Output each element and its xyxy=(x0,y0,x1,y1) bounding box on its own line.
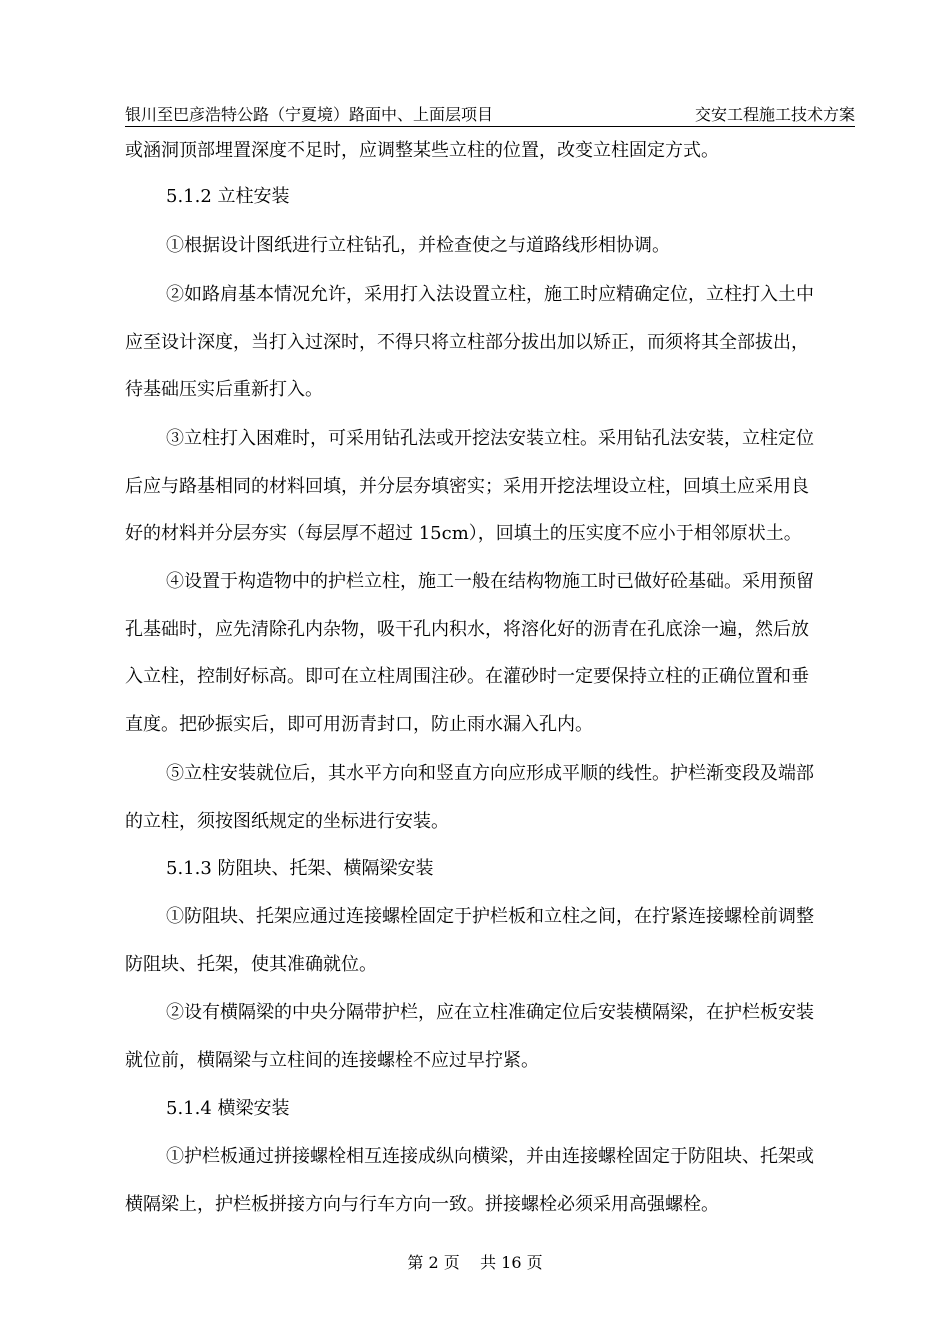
body-line: 横隔梁上，护栏板拼接方向与行车方向一致。拼接螺栓必须采用高强螺栓。 xyxy=(125,1194,719,1215)
page-footer-page-number: 第 2 页 共 16 页 xyxy=(407,1253,543,1272)
body-line: 应至设计深度，当打入过深时，不得只将立柱部分拔出加以矫正，而须将其全部拔出， xyxy=(125,332,809,353)
body-line: ④设置于构造物中的护栏立柱，施工一般在结构物施工时已做好砼基础。采用预留 xyxy=(166,571,814,592)
body-line: 入立柱，控制好标高。即可在立柱周围注砂。在灌砂时一定要保持立柱的正确位置和垂 xyxy=(125,666,809,687)
body-line: ⑤立柱安装就位后，其水平方向和竖直方向应形成平顺的线性。护栏渐变段及端部 xyxy=(166,763,814,784)
body-line: ①根据设计图纸进行立柱钻孔，并检查使之与道路线形相协调。 xyxy=(166,235,670,256)
body-line: ③立柱打入困难时，可采用钻孔法或开挖法安装立柱。采用钻孔法安装，立柱定位 xyxy=(166,428,814,449)
body-line: 直度。把砂振实后，即可用沥青封口，防止雨水漏入孔内。 xyxy=(125,714,593,735)
body-line: 防阻块、托架，使其准确就位。 xyxy=(125,954,377,975)
body-line: 后应与路基相同的材料回填，并分层夯填密实；采用开挖法埋设立柱，回填土应采用良 xyxy=(125,476,809,497)
section-heading-5-1-3: 5.1.3 防阻块、托架、横隔梁安装 xyxy=(166,858,434,879)
body-line: 孔基础时，应先清除孔内杂物，吸干孔内积水，将溶化好的沥青在孔底涂一遍，然后放 xyxy=(125,619,809,640)
body-line: ①护栏板通过拼接螺栓相互连接成纵向横梁，并由连接螺栓固定于防阻块、托架或 xyxy=(166,1146,814,1167)
body-line: 好的材料并分层夯实（每层厚不超过 15cm），回填土的压实度不应小于相邻原状土。 xyxy=(125,523,802,544)
section-heading-5-1-4: 5.1.4 横梁安装 xyxy=(166,1098,290,1119)
body-line: 的立柱，须按图纸规定的坐标进行安装。 xyxy=(125,811,449,832)
body-line: 就位前，横隔梁与立柱间的连接螺栓不应过早拧紧。 xyxy=(125,1050,539,1071)
body-line: ②如路肩基本情况允许，采用打入法设置立柱，施工时应精确定位，立柱打入土中 xyxy=(166,284,814,305)
body-line: ①防阻块、托架应通过连接螺栓固定于护栏板和立柱之间，在拧紧连接螺栓前调整 xyxy=(166,906,814,927)
body-line: ②设有横隔梁的中央分隔带护栏，应在立柱准确定位后安装横隔梁，在护栏板安装 xyxy=(166,1002,814,1023)
header-project-title: 银川至巴彦浩特公路（宁夏境）路面中、上面层项目 xyxy=(125,105,494,124)
page-header xyxy=(125,100,855,127)
body-line: 待基础压实后重新打入。 xyxy=(125,379,323,400)
section-heading-5-1-2: 5.1.2 立柱安装 xyxy=(166,186,290,207)
header-document-title: 交安工程施工技术方案 xyxy=(694,105,855,124)
body-line: 或涵洞顶部埋置深度不足时，应调整某些立柱的位置，改变立柱固定方式。 xyxy=(125,140,719,161)
